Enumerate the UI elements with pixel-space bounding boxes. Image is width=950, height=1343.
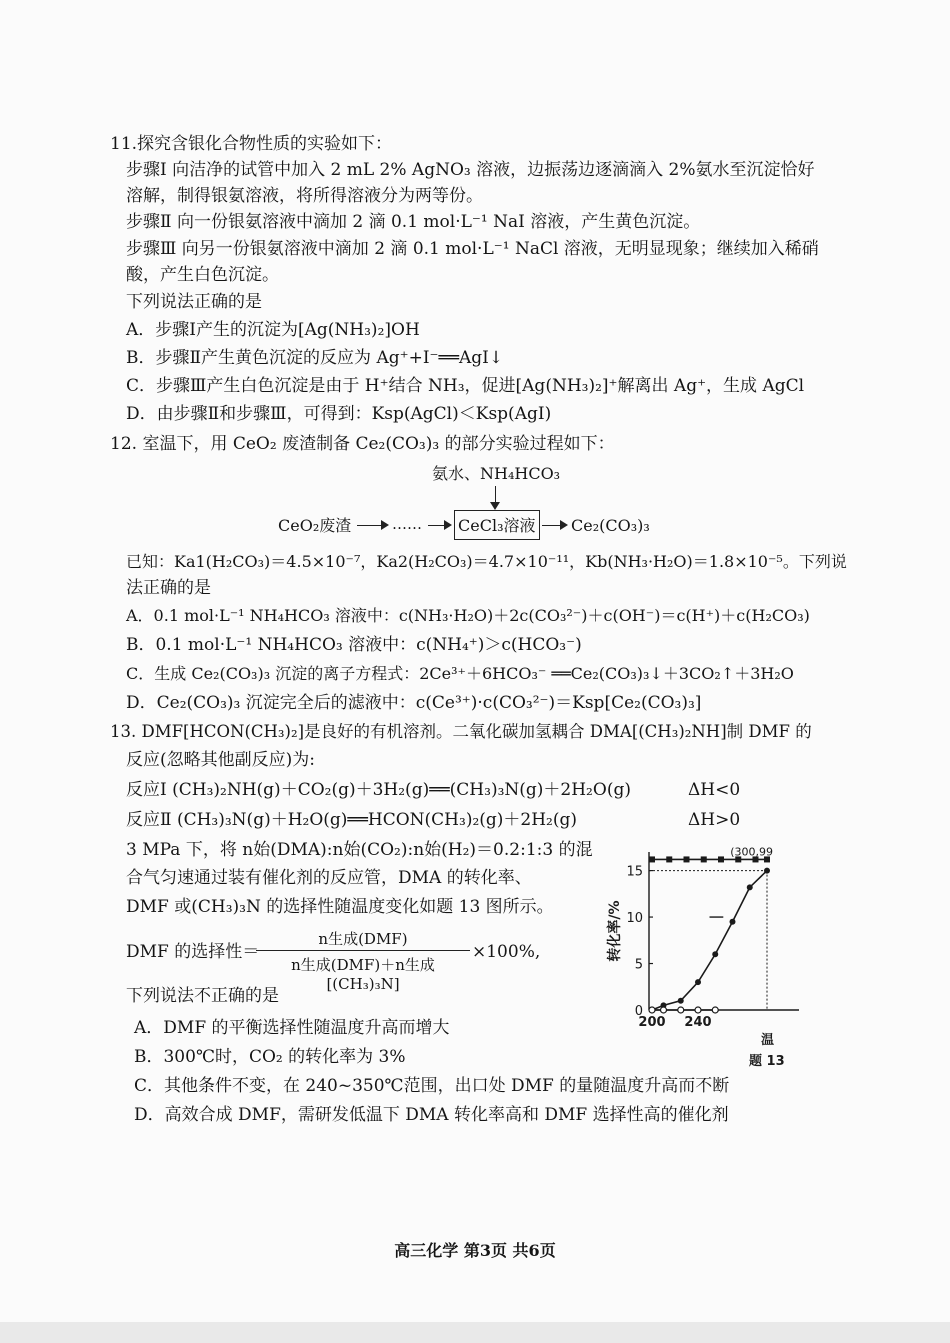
x-tick-label: 200: [638, 1015, 666, 1030]
series-point: [712, 951, 718, 957]
q13-selectivity-numerator: n生成(DMF): [318, 930, 408, 948]
q13-condition-line2: 合气匀速通过装有催化剂的反应管，DMA 的转化率、: [126, 868, 532, 888]
q12-known-line2: 法正确的是: [126, 578, 211, 598]
q13-option-d[interactable]: D．高效合成 DMF，需研发低温下 DMA 转化率高和 DMF 选择性高的催化剂: [134, 1105, 729, 1125]
q12-option-b[interactable]: B．0.1 mol·L⁻¹ NH₄HCO₃ 溶液中：c(NH₄⁺)＞c(HCO₃⁻): [126, 635, 582, 655]
x-tick-label: 240: [684, 1015, 712, 1030]
flow-arrowhead-1: [381, 520, 389, 530]
series-point: [695, 1007, 701, 1013]
series-line: [652, 871, 767, 1010]
q11-step1-line2: 溶解，制得银氨溶液，将所得溶液分为两等份。: [126, 186, 483, 206]
flow-arrowhead-3: [560, 520, 568, 530]
series-point: [747, 884, 753, 890]
q13-selectivity-label: DMF 的选择性＝: [126, 942, 260, 962]
flow-arrow-3: [542, 525, 562, 526]
q12-stem: 12. 室温下，用 CeO₂ 废渣制备 Ce₂(CO₃)₃ 的部分实验过程如下：: [110, 434, 615, 454]
flow-start: CeO₂废渣: [278, 516, 352, 535]
q11-step1-line1: 步骤Ⅰ 向洁净的试管中加入 2 mL 2% AgNO₃ 溶液，边振荡边逐滴滴入 2%氨水至沉淀恰好: [126, 160, 815, 180]
q12-option-a[interactable]: A．0.1 mol·L⁻¹ NH₄HCO₃ 溶液中：c(NH₃·H₂O)＋2c(CO₃²⁻)＋c(OH⁻)＝c(H⁺)＋c(H₂CO₃): [126, 606, 810, 625]
series-point: [649, 856, 655, 862]
flow-dots: ……: [392, 515, 422, 533]
q13-reaction-2: 反应Ⅱ (CH₃)₃N(g)＋H₂O(g)══HCON(CH₃)₂(g)＋2H₂(g): [126, 810, 578, 830]
flow-box-label: CeCl₃溶液: [458, 516, 536, 535]
q13-option-a[interactable]: A．DMF 的平衡选择性随温度升高而增大: [134, 1018, 450, 1038]
chart-annotation: (300,99: [730, 845, 773, 859]
q11-step2: 步骤Ⅱ 向一份银氨溶液中滴加 2 滴 0.1 mol·L⁻¹ NaI 溶液，产生黄色沉淀。: [126, 212, 701, 232]
q13-condition-line3: DMF 或(CH₃)₃N 的选择性随温度变化如题 13 图所示。: [126, 897, 554, 917]
series-point: [678, 1007, 684, 1013]
y-axis-label: 转化率/%: [607, 900, 623, 962]
series-point: [678, 998, 684, 1004]
q11-question: 下列说法正确的是: [126, 292, 262, 312]
q13-selectivity-tail: ×100%,: [472, 942, 541, 962]
q13-fraction-bar: [256, 950, 470, 951]
q11-option-a[interactable]: A．步骤Ⅰ产生的沉淀为[Ag(NH₃)₂]OH: [126, 320, 420, 340]
series-point: [684, 856, 690, 862]
q13-selectivity-denominator: n生成(DMF)＋n生成[(CH₃)₃N]: [291, 956, 435, 993]
q13-reaction-2-dh: ΔH>0: [688, 810, 741, 830]
q13-stem-line1: 13. DMF[HCON(CH₃)₂]是良好的有机溶剂。二氧化碳加氢耦合 DMA[(CH₃)₂NH]制 DMF 的: [110, 722, 812, 741]
q13-reaction-1-dh: ΔH<0: [688, 780, 741, 800]
flow-down-arrowhead: [490, 502, 500, 510]
q12-option-c[interactable]: C．生成 Ce₂(CO₃)₃ 沉淀的离子方程式：2Ce³⁺＋6HCO₃⁻ ══Ce₂(CO₃)₃↓＋3CO₂↑＋3H₂O: [126, 664, 794, 683]
y-tick-label: 15: [626, 864, 643, 880]
q11-option-c[interactable]: C．步骤Ⅲ产生白色沉淀是由于 H⁺结合 NH₃，促进[Ag(NH₃)₂]⁺解离出 Ag⁺，生成 AgCl: [126, 376, 805, 396]
series-point: [666, 856, 672, 862]
scan-edge: [0, 1322, 950, 1343]
q11-option-b[interactable]: B．步骤Ⅱ产生黄色沉淀的反应为 Ag⁺+I⁻══AgI↓: [126, 348, 504, 368]
series-point: [701, 856, 707, 862]
series-point: [712, 1007, 718, 1013]
x-axis-label: 温: [761, 1033, 775, 1048]
q13-reaction-1: 反应Ⅰ (CH₃)₂NH(g)＋CO₂(g)＋3H₂(g)══(CH₃)₃N(g)＋2H₂O(g): [126, 780, 631, 800]
series-point: [649, 1007, 655, 1013]
q13-question: 下列说法不正确的是: [126, 986, 279, 1006]
flow-arrow-1: [357, 525, 383, 526]
series-point: [764, 868, 770, 874]
q13-condition-line1: 3 MPa 下，将 n始(DMA):n始(CO₂):n始(H₂)＝0.2:1:3 的混: [126, 840, 593, 860]
y-tick-label: 5: [634, 957, 643, 973]
series-point: [718, 856, 724, 862]
series-point: [661, 1007, 667, 1013]
chart-caption: 题 13: [749, 1054, 785, 1069]
q13-option-b[interactable]: B．300℃时，CO₂ 的转化率为 3%: [134, 1047, 406, 1067]
q13-chart: [605, 840, 785, 1080]
page-footer: 高三化学 第3页 共6页: [394, 1241, 556, 1260]
flow-arrowhead-2: [444, 520, 452, 530]
q13-stem-line2: 反应(忽略其他副反应)为:: [126, 750, 315, 770]
flow-product: Ce₂(CO₃)₃: [571, 516, 650, 535]
q13-option-c[interactable]: C．其他条件不变，在 240~350℃范围，出口处 DMF 的量随温度升高而不断: [134, 1076, 730, 1096]
q11-option-d[interactable]: D．由步骤Ⅱ和步骤Ⅲ，可得到：Ksp(AgCl)＜Ksp(AgI): [126, 404, 552, 424]
flow-reagent: 氨水、NH₄HCO₃: [432, 464, 561, 483]
q11-step3-line2: 酸，产生白色沉淀。: [126, 265, 279, 285]
flow-box: [454, 510, 540, 540]
q12-known-line1: 已知：Ka1(H₂CO₃)＝4.5×10⁻⁷，Ka2(H₂CO₃)＝4.7×10⁻¹¹，Kb(NH₃·H₂O)＝1.8×10⁻⁵。下列说: [126, 552, 847, 571]
y-tick-label: 0: [634, 1004, 643, 1019]
q11-step3-line1: 步骤Ⅲ 向另一份银氨溶液中滴加 2 滴 0.1 mol·L⁻¹ NaCl 溶液，无明显现象；继续加入稀硝: [126, 239, 819, 259]
series-point: [695, 979, 701, 985]
q11-stem: 11.探究含银化合物性质的实验如下：: [110, 134, 393, 154]
y-tick-label: 10: [626, 911, 643, 927]
series-point: [730, 919, 736, 925]
q12-option-d[interactable]: D．Ce₂(CO₃)₃ 沉淀完全后的滤液中：c(Ce³⁺)·c(CO₃²⁻)＝Ksp[Ce₂(CO₃)₃]: [126, 693, 702, 713]
